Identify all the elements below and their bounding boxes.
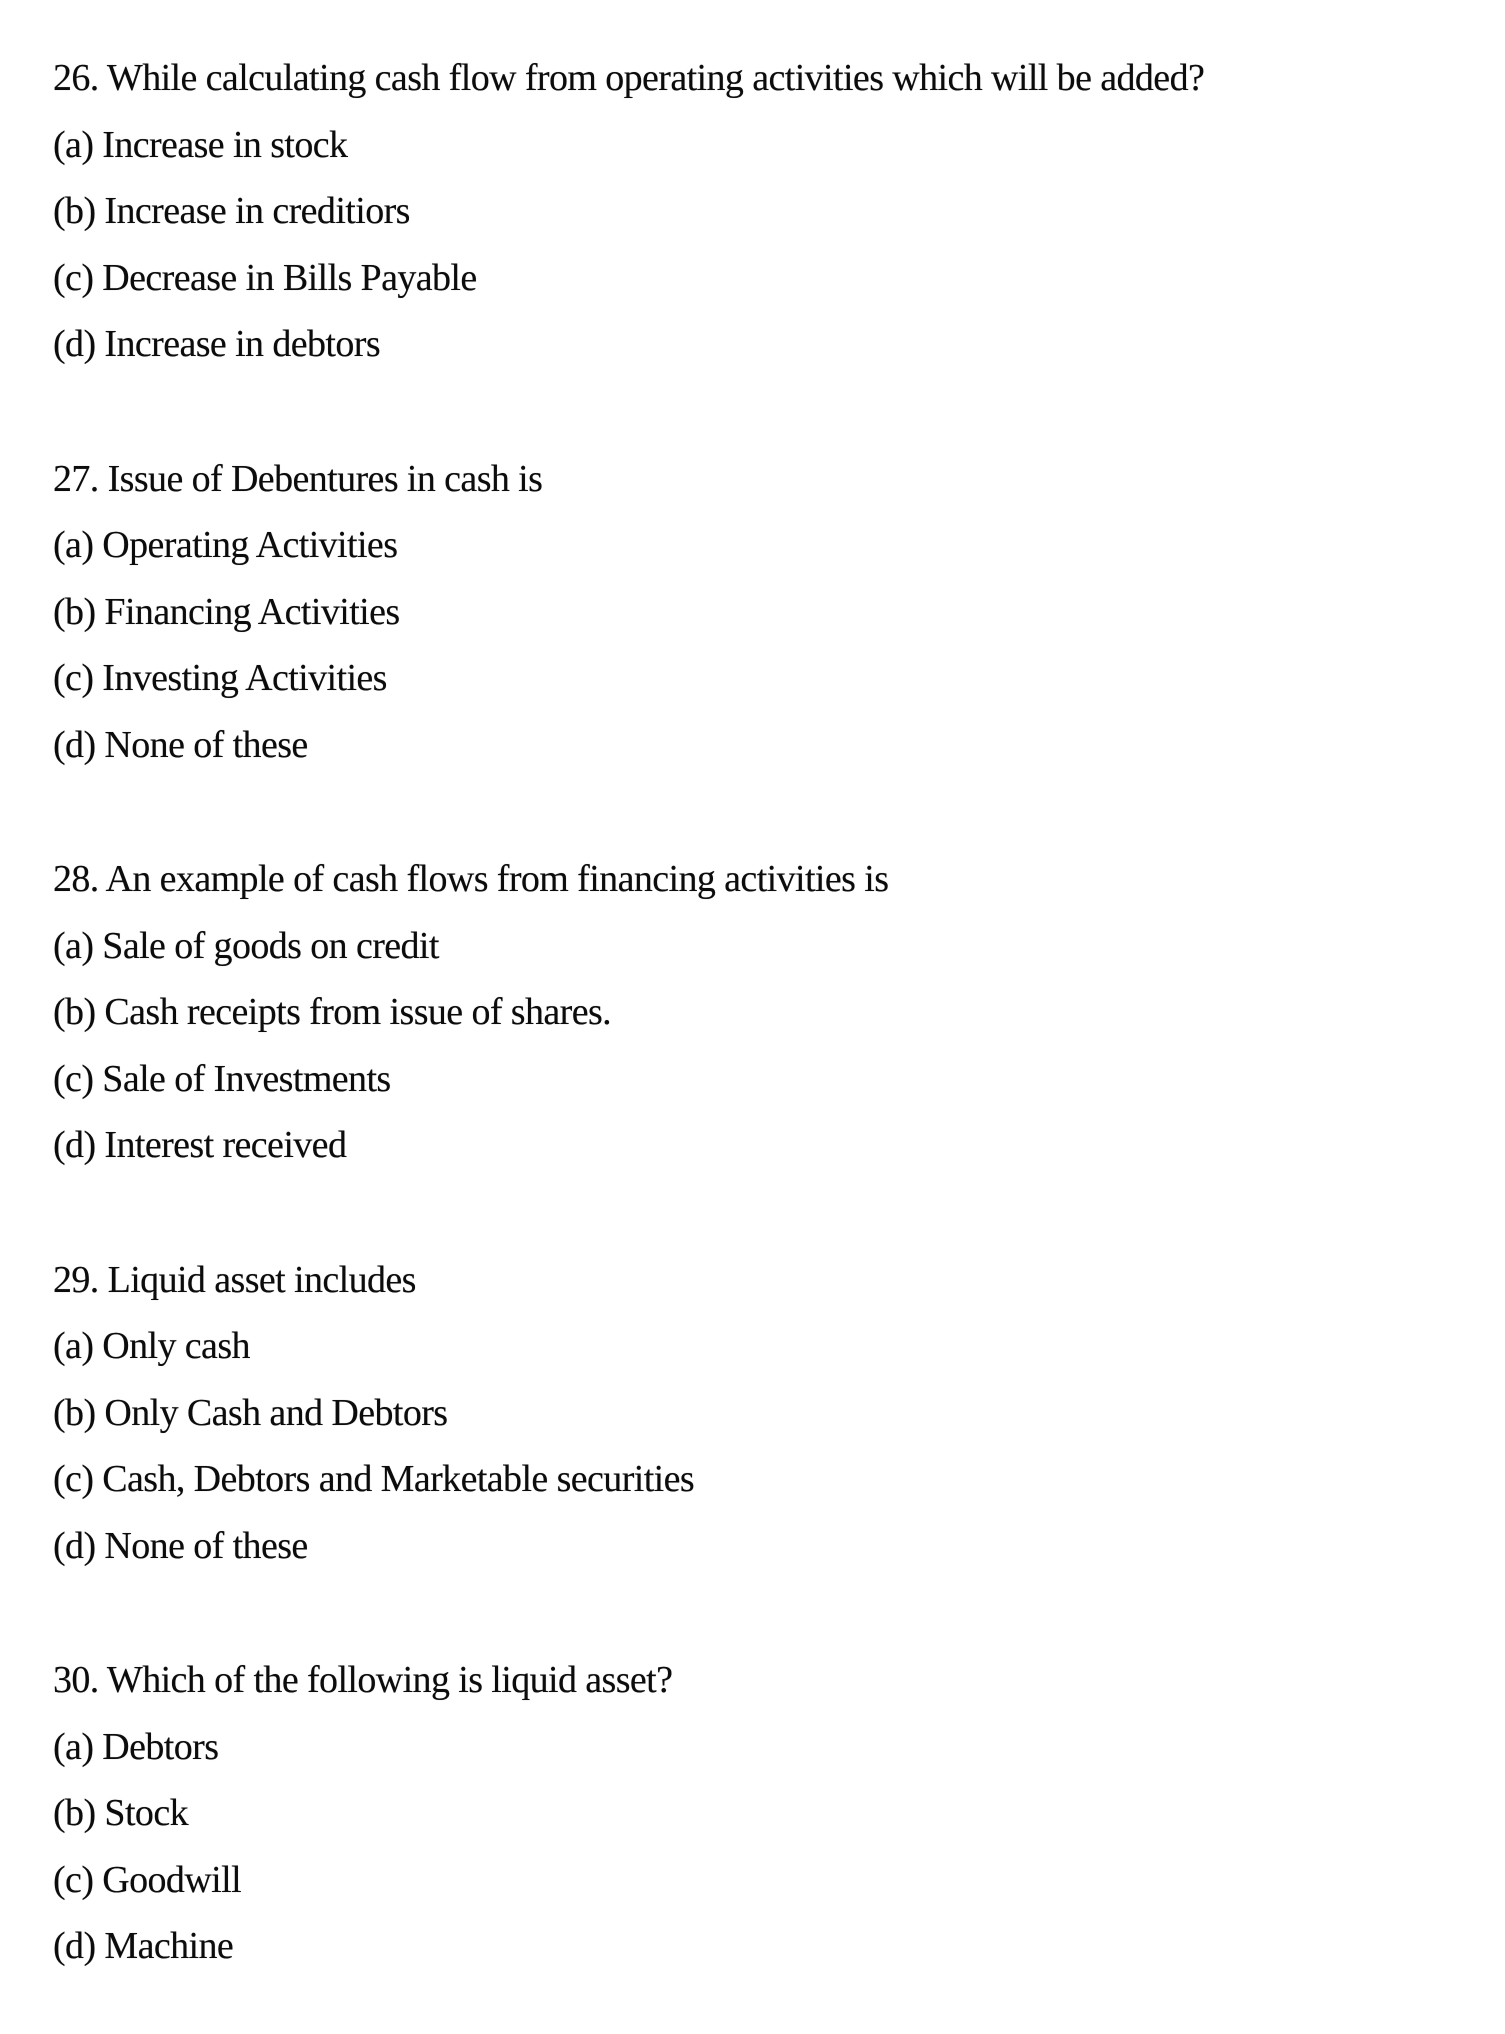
question-27-text: Issue of Debentures in cash is	[107, 457, 543, 500]
question-26-option-b-text: Increase in creditiors	[104, 190, 410, 232]
question-30-text: Which of the following is liquid asset?	[106, 1659, 673, 1701]
question-26	[53, 45, 1475, 112]
question-28-option-a-text: Sale of goods on credit	[102, 924, 439, 967]
question-26-option-d-label: (d)	[53, 323, 96, 365]
question-29-option-c-label: (c)	[53, 1458, 94, 1500]
question-27-option-b-label: (b)	[53, 590, 96, 633]
question-27-option-c-text: Investing Activities	[102, 657, 387, 699]
question-28-option-b-text: Cash receipts from issue of shares.	[104, 991, 612, 1033]
question-block-30	[53, 1647, 1475, 1980]
question-29-option-b	[53, 1380, 1475, 1447]
question-27-option-a	[53, 512, 1475, 579]
question-26-option-a-label: (a)	[53, 123, 94, 166]
question-28-option-b	[53, 979, 1475, 1046]
question-28	[53, 846, 1475, 913]
question-28-option-a	[53, 913, 1475, 980]
question-27-option-d-label: (d)	[53, 723, 96, 766]
question-29-option-b-label: (b)	[53, 1391, 96, 1434]
question-29-text: Liquid asset includes	[107, 1258, 416, 1301]
question-26-option-a-text: Increase in stock	[102, 123, 348, 166]
question-26-option-d	[53, 311, 1475, 378]
question-30-option-a-label: (a)	[53, 1725, 94, 1768]
question-29-option-d	[53, 1513, 1475, 1580]
question-26-number: 26.	[53, 57, 99, 99]
question-27-option-a-text: Operating Activities	[102, 524, 398, 566]
question-block-26	[53, 45, 1475, 378]
question-29-option-a-label: (a)	[53, 1325, 94, 1367]
question-26-option-b	[53, 178, 1475, 245]
question-block-27	[53, 446, 1475, 779]
question-29-option-d-label: (d)	[53, 1524, 96, 1567]
question-29-option-a	[53, 1313, 1475, 1380]
question-30-option-a-text: Debtors	[102, 1725, 219, 1768]
question-27-option-c	[53, 645, 1475, 712]
question-28-text: An example of cash flows from financing activities is	[105, 858, 889, 900]
question-30-option-d-label: (d)	[53, 1925, 96, 1967]
question-28-option-c-label: (c)	[53, 1057, 94, 1100]
question-29-number: 29.	[53, 1258, 99, 1301]
question-block-29	[53, 1247, 1475, 1580]
question-28-option-b-label: (b)	[53, 991, 96, 1033]
question-28-option-d	[53, 1112, 1475, 1179]
question-29-option-d-text: None of these	[104, 1524, 308, 1567]
question-26-option-c-label: (c)	[53, 256, 94, 299]
question-28-number: 28.	[53, 858, 99, 900]
question-26-text: While calculating cash flow from operating activities which will be added?	[106, 57, 1205, 99]
question-27	[53, 446, 1475, 513]
question-29-option-c-text: Cash, Debtors and Marketable securities	[102, 1458, 695, 1500]
question-26-option-c	[53, 245, 1475, 312]
question-27-option-d-text: None of these	[104, 723, 308, 766]
question-30-option-b-text: Stock	[104, 1792, 188, 1834]
question-27-option-b	[53, 579, 1475, 646]
question-30-option-c-label: (c)	[53, 1858, 94, 1901]
question-30-option-b	[53, 1780, 1475, 1847]
question-28-option-a-label: (a)	[53, 924, 94, 967]
question-29-option-b-text: Only Cash and Debtors	[104, 1391, 448, 1434]
question-26-option-d-text: Increase in debtors	[104, 323, 381, 365]
question-30-option-b-label: (b)	[53, 1792, 96, 1834]
question-29-option-c	[53, 1446, 1475, 1513]
question-28-option-c-text: Sale of Investments	[102, 1057, 391, 1100]
question-29	[53, 1247, 1475, 1314]
question-30-option-c	[53, 1847, 1475, 1914]
question-30-option-c-text: Goodwill	[102, 1858, 242, 1901]
question-28-option-d-text: Interest received	[104, 1124, 347, 1166]
question-27-option-c-label: (c)	[53, 657, 94, 699]
question-28-option-d-label: (d)	[53, 1124, 96, 1166]
question-block-28	[53, 846, 1475, 1179]
question-29-option-a-text: Only cash	[102, 1325, 250, 1367]
question-27-number: 27.	[53, 457, 99, 500]
question-27-option-d	[53, 712, 1475, 779]
question-27-option-b-text: Financing Activities	[104, 590, 400, 633]
question-30-number: 30.	[53, 1659, 99, 1701]
question-26-option-b-label: (b)	[53, 190, 96, 232]
question-26-option-a	[53, 112, 1475, 179]
question-30-option-d	[53, 1913, 1475, 1980]
question-28-option-c	[53, 1046, 1475, 1113]
question-30	[53, 1647, 1475, 1714]
question-26-option-c-text: Decrease in Bills Payable	[102, 256, 477, 299]
question-30-option-a	[53, 1714, 1475, 1781]
question-30-option-d-text: Machine	[104, 1925, 234, 1967]
question-27-option-a-label: (a)	[53, 524, 94, 566]
